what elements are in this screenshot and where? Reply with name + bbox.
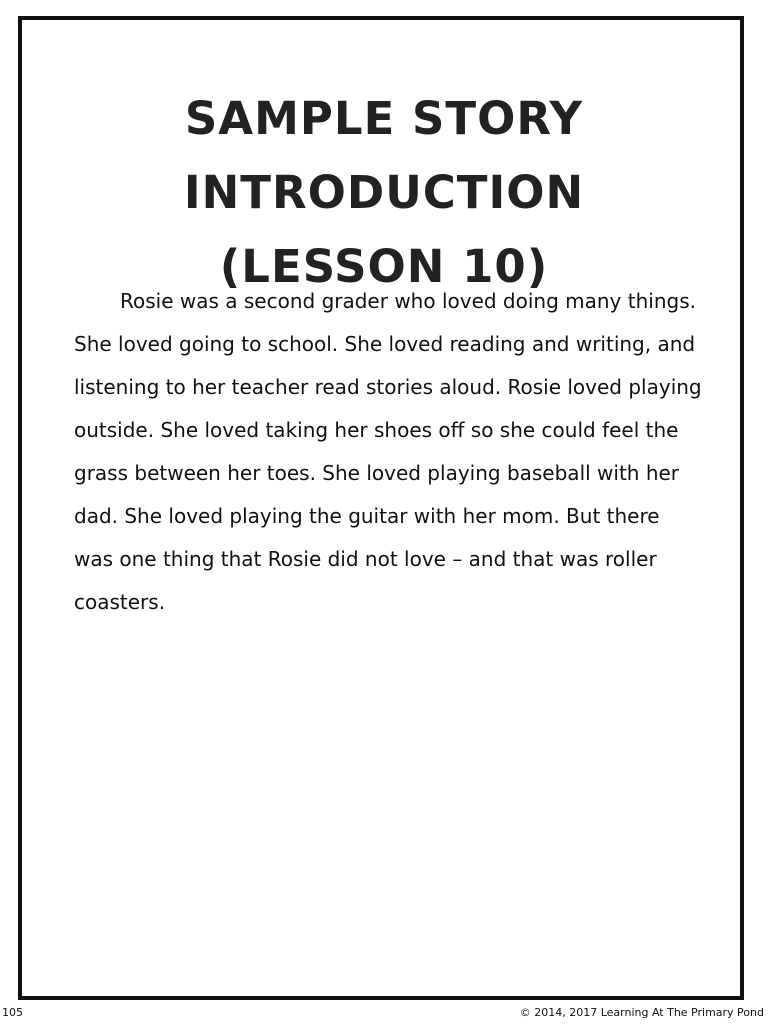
- page-title: [0, 82, 768, 304]
- title-line-1: SAMPLE STORY INTRODUCTION: [183, 92, 585, 219]
- story-line-3: listening to her teacher read stories aloud. Rosie loved playing: [74, 375, 702, 399]
- story-line-8: coasters.: [74, 590, 166, 614]
- story-line-5: grass between her toes. She loved playing baseball with her: [74, 461, 680, 485]
- copyright-notice: © 2014, 2017 Learning At The Primary Pond: [519, 1006, 764, 1019]
- story-paragraph: [74, 280, 714, 624]
- story-line-2: She loved going to school. She loved reading and writing, and: [74, 332, 696, 356]
- story-line-6: dad. She loved playing the guitar with her mom. But there: [74, 504, 660, 528]
- title-line-2: (LESSON 10): [219, 240, 549, 293]
- story-line-4: outside. She loved taking her shoes off so she could feel the: [74, 418, 679, 442]
- story-line-7: was one thing that Rosie did not love – and that was roller: [74, 547, 657, 571]
- page-number: 105: [2, 1006, 23, 1019]
- story-line-1: Rosie was a second grader who loved doing many things.: [120, 289, 696, 313]
